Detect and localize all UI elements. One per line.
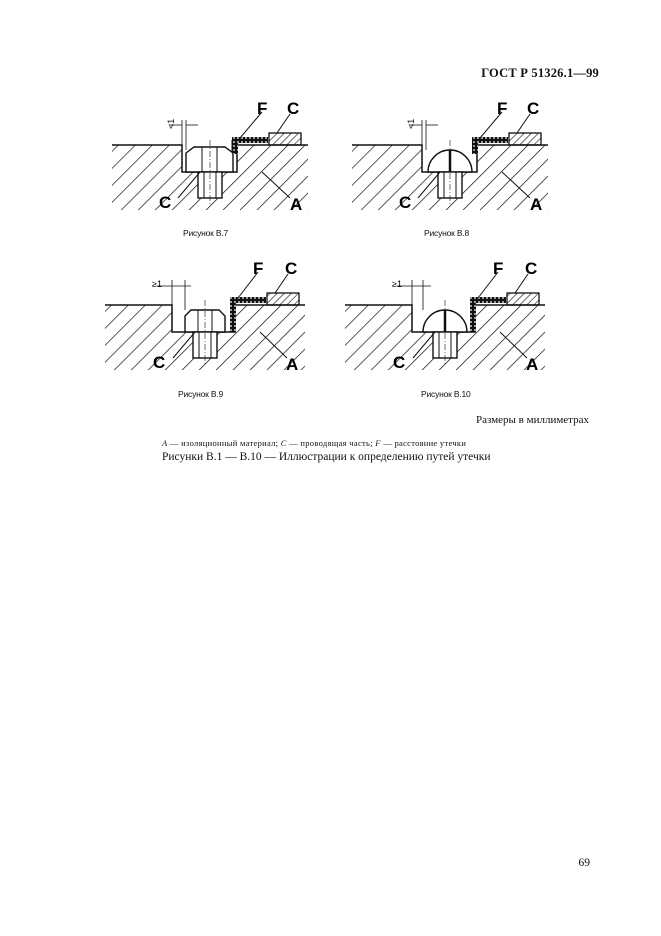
dimension-label: <1 bbox=[166, 118, 176, 129]
label-c-bottom: C bbox=[393, 353, 406, 372]
legend bbox=[162, 438, 466, 448]
label-c-top: C bbox=[285, 259, 298, 278]
label-c-top: C bbox=[287, 99, 300, 118]
label-a: A bbox=[290, 195, 303, 214]
figure-b7 bbox=[112, 100, 342, 220]
label-a: A bbox=[530, 195, 543, 214]
dimension-label: ≥1 bbox=[152, 279, 162, 289]
label-f: F bbox=[493, 259, 504, 278]
units-note: Размеры в миллиметрах bbox=[476, 414, 589, 426]
figure-caption: Рисунок В.7 bbox=[183, 228, 228, 238]
label-c-bottom: C bbox=[399, 193, 412, 212]
label-c-top: C bbox=[527, 99, 540, 118]
legend-f-symbol: F bbox=[375, 438, 381, 448]
legend-c-symbol: C bbox=[280, 438, 287, 448]
figure-b10 bbox=[345, 260, 575, 380]
legend-f-text: — расстояние утечки bbox=[380, 438, 467, 448]
legend-a-text: — изоляционный материал; bbox=[167, 438, 281, 448]
label-c-top: C bbox=[525, 259, 538, 278]
figure-b9 bbox=[105, 260, 335, 380]
legend-c-text: — проводящая часть; bbox=[286, 438, 376, 448]
label-a: A bbox=[526, 355, 539, 374]
figure-b8 bbox=[352, 100, 582, 220]
label-f: F bbox=[253, 259, 264, 278]
dimension-label: ≥1 bbox=[392, 279, 402, 289]
label-c-bottom: C bbox=[159, 193, 172, 212]
label-f: F bbox=[497, 99, 508, 118]
figure-caption: Рисунок В.9 bbox=[178, 389, 223, 399]
legend-a-symbol: A bbox=[162, 438, 168, 448]
label-c-bottom: C bbox=[153, 353, 166, 372]
figure-caption: Рисунок В.8 bbox=[424, 228, 469, 238]
dimension-label: <1 bbox=[406, 118, 416, 129]
label-f: F bbox=[257, 99, 268, 118]
document-header: ГОСТ Р 51326.1—99 bbox=[481, 66, 599, 80]
figures-title: Рисунки В.1 — В.10 — Иллюстрации к определению путей утечки bbox=[162, 451, 491, 463]
label-a: A bbox=[286, 355, 299, 374]
figure-caption: Рисунок В.10 bbox=[421, 389, 471, 399]
page-number: 69 bbox=[578, 857, 590, 869]
